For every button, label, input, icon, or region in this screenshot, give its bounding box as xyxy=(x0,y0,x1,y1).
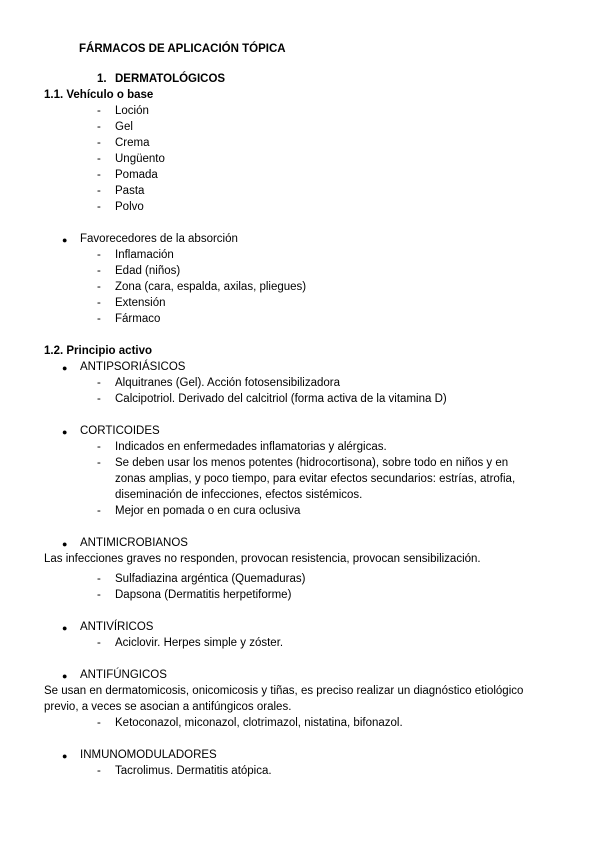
bullet-heading: Favorecedores de la absorción xyxy=(80,233,238,245)
list-item: Mejor en pomada o en cura oclusiva xyxy=(115,505,301,517)
section-number: 1. xyxy=(97,73,107,85)
bullet-marker: ● xyxy=(62,751,68,761)
list-item: Alquitranes (Gel). Acción fotosensibilizadora xyxy=(115,377,341,389)
subsection-heading: 1.2. Principio activo xyxy=(44,345,153,357)
dash-marker: - xyxy=(97,297,101,309)
dash-marker: - xyxy=(97,265,101,277)
list-item: Tacrolimus. Dermatitis atópica. xyxy=(115,765,272,777)
bullet-heading: CORTICOIDES xyxy=(80,425,160,437)
list-item: Fármaco xyxy=(115,313,161,325)
dash-marker: - xyxy=(97,393,101,405)
dash-marker: - xyxy=(97,169,101,181)
bullet-marker: ● xyxy=(62,235,68,245)
dash-marker: - xyxy=(97,377,101,389)
paragraph-line: Se usan en dermatomicosis, onicomicosis y tiñas, es preciso realizar un diagnóstico etiológico xyxy=(44,685,524,697)
list-item: Aciclovir. Herpes simple y zóster. xyxy=(115,637,284,649)
bullet-marker: ● xyxy=(62,623,68,633)
bullet-heading: ANTIMICROBIANOS xyxy=(80,537,188,549)
dash-marker: - xyxy=(97,121,101,133)
bullet-marker: ● xyxy=(62,671,68,681)
dash-marker: - xyxy=(97,637,101,649)
list-item: Pasta xyxy=(115,185,145,197)
bullet-heading: ANTIFÚNGICOS xyxy=(80,669,167,681)
paragraph-line: previo, a veces se asocian a antifúngicos orales. xyxy=(44,701,292,713)
paragraph: Las infecciones graves no responden, provocan resistencia, provocan sensibilización. xyxy=(44,553,481,565)
bullet-marker: ● xyxy=(62,427,68,437)
dash-marker: - xyxy=(97,765,101,777)
dash-marker: - xyxy=(97,249,101,261)
dash-marker: - xyxy=(97,717,101,729)
dash-marker: - xyxy=(97,589,101,601)
bullet-marker: ● xyxy=(62,363,68,373)
list-item-line: diseminación de infecciones, efectos sistémicos. xyxy=(115,489,363,501)
bullet-heading: INMUNOMODULADORES xyxy=(80,749,217,761)
subsection-heading: 1.1. Vehículo o base xyxy=(44,89,154,101)
bullet-heading: ANTIPSORIÁSICOS xyxy=(80,361,186,373)
list-item: Calcipotriol. Derivado del calcitriol (forma activa de la vitamina D) xyxy=(115,393,447,405)
list-item: Pomada xyxy=(115,169,158,181)
dash-marker: - xyxy=(97,201,101,213)
dash-marker: - xyxy=(97,505,101,517)
dash-marker: - xyxy=(97,137,101,149)
dash-marker: - xyxy=(97,185,101,197)
list-item: Extensión xyxy=(115,297,166,309)
bullet-marker: ● xyxy=(62,539,68,549)
list-item: Loción xyxy=(115,105,149,117)
list-item: Sulfadiazina argéntica (Quemaduras) xyxy=(115,573,306,585)
list-item: Ketoconazol, miconazol, clotrimazol, nistatina, bifonazol. xyxy=(115,717,403,729)
bullet-heading: ANTIVÍRICOS xyxy=(80,621,154,633)
dash-marker: - xyxy=(97,281,101,293)
list-item: Ungüento xyxy=(115,153,165,165)
list-item: Gel xyxy=(115,121,133,133)
dash-marker: - xyxy=(97,573,101,585)
list-item: Inflamación xyxy=(115,249,174,261)
dash-marker: - xyxy=(97,457,101,469)
list-item-line: zonas amplias, y poco tiempo, para evitar efectos secundarios: estrías, atrofia, xyxy=(115,473,516,485)
dash-marker: - xyxy=(97,153,101,165)
dash-marker: - xyxy=(97,105,101,117)
list-item: Dapsona (Dermatitis herpetiforme) xyxy=(115,589,292,601)
dash-marker: - xyxy=(97,313,101,325)
list-item-line: Se deben usar los menos potentes (hidrocortisona), sobre todo en niños y en xyxy=(115,457,509,469)
page-title: FÁRMACOS DE APLICACIÓN TÓPICA xyxy=(79,43,286,55)
dash-marker: - xyxy=(97,441,101,453)
section-heading: DERMATOLÓGICOS xyxy=(115,73,226,85)
list-item: Crema xyxy=(115,137,150,149)
list-item: Polvo xyxy=(115,201,144,213)
list-item: Indicados en enfermedades inflamatorias y alérgicas. xyxy=(115,441,387,453)
list-item: Zona (cara, espalda, axilas, pliegues) xyxy=(115,281,307,293)
list-item: Edad (niños) xyxy=(115,265,181,277)
